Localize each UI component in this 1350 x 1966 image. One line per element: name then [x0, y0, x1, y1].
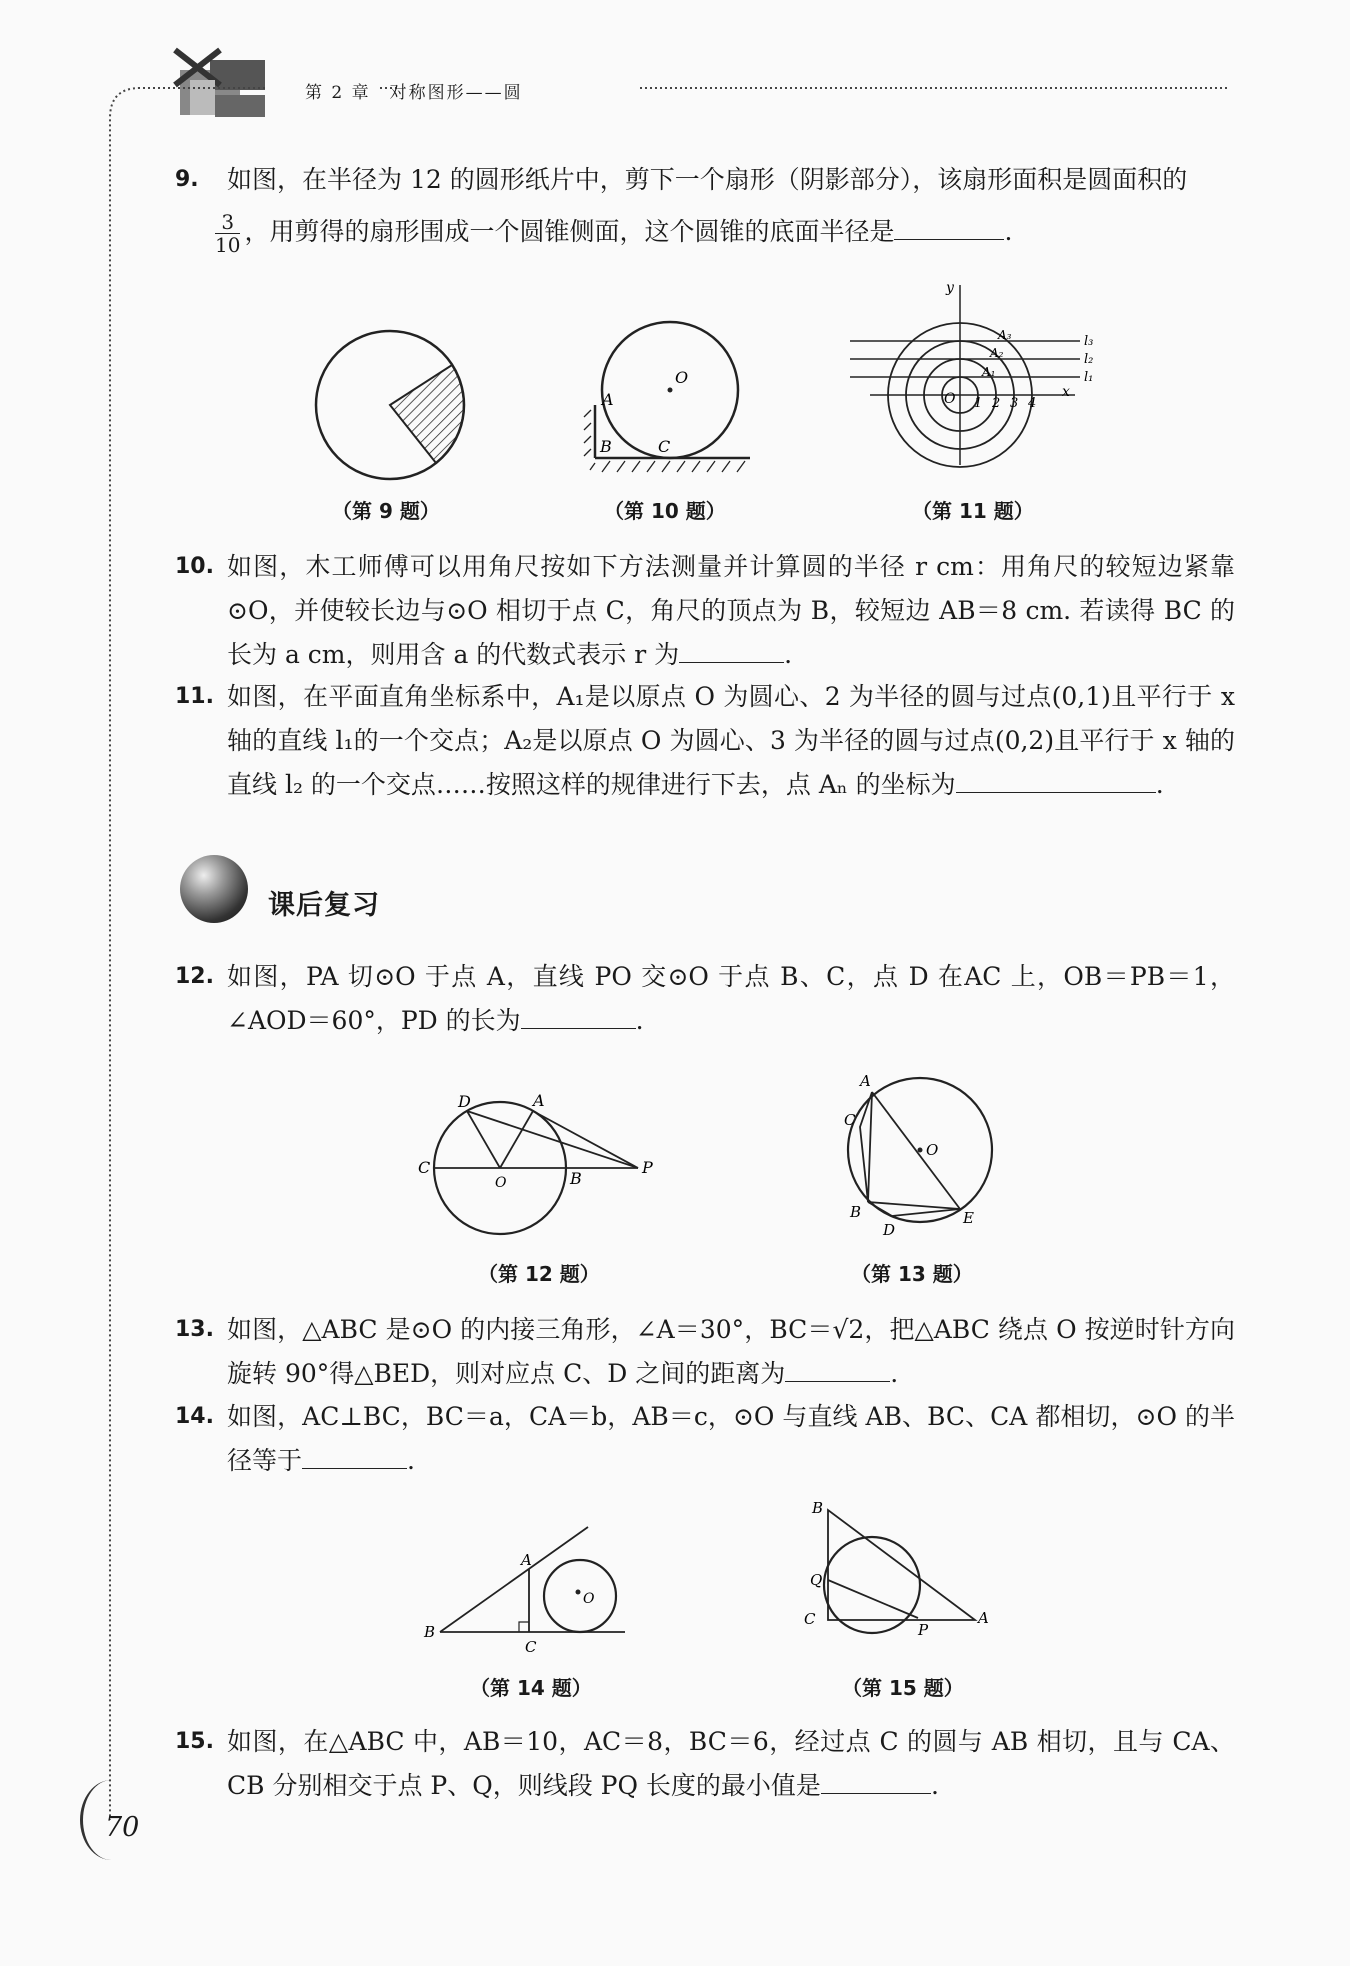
figure-12 — [410, 1080, 660, 1240]
question-10: 10. 如图，木工师傅可以用角尺按如下方法测量并计算圆的半径 r cm：用角尺的较短边紧靠⊙O，并使较长边与⊙O 相切于点 C，角尺的顶点为 B，较短边 AB＝8 cm. 若读得 BC 的长为 a cm，则用含 a 的代数式表示 r 为 . — [175, 552, 1235, 669]
answer-blank[interactable] — [956, 764, 1156, 793]
svg-text:3: 3 — [1010, 396, 1019, 411]
caption-14: （第 14 题） — [470, 1676, 592, 1700]
figure-15 — [800, 1495, 1000, 1655]
svg-text:A₁: A₁ — [982, 365, 996, 379]
svg-text:D: D — [458, 1092, 471, 1111]
svg-text:C: C — [525, 1638, 537, 1656]
question-15: 15. 如图，在△ABC 中，AB＝10，AC＝8，BC＝6，经过点 C 的圆与 AB 相切，且与 CA、CB 分别相交于点 P、Q，则线段 PQ 长度的最小值是 . — [175, 1727, 1235, 1800]
svg-text:B: B — [812, 1499, 824, 1517]
svg-text:O: O — [583, 1591, 595, 1607]
svg-text:O: O — [495, 1175, 507, 1191]
svg-text:C: C — [658, 437, 671, 456]
svg-text:B: B — [850, 1203, 862, 1221]
answer-blank[interactable] — [894, 211, 1004, 240]
figure-9 — [310, 325, 470, 485]
page-number: 70 — [105, 1812, 140, 1843]
svg-text:A: A — [521, 1551, 532, 1569]
svg-text:O: O — [926, 1141, 939, 1159]
svg-text:l₁: l₁ — [1084, 370, 1094, 385]
svg-text:A: A — [978, 1609, 989, 1627]
answer-blank[interactable] — [521, 1000, 636, 1029]
svg-text:B: B — [424, 1623, 436, 1641]
svg-text:y: y — [946, 280, 954, 296]
svg-text:P: P — [642, 1158, 653, 1177]
svg-text:P: P — [918, 1621, 929, 1639]
caption-10: （第 10 题） — [604, 499, 726, 523]
answer-blank[interactable] — [821, 1765, 931, 1794]
svg-text:B: B — [570, 1169, 582, 1188]
question-14: 14. 如图，AC⊥BC，BC＝a，CA＝b，AB＝c，⊙O 与直线 AB、BC、CA 都相切，⊙O 的半径等于 . — [175, 1402, 1235, 1475]
svg-text:Q: Q — [810, 1571, 823, 1589]
svg-text:O: O — [675, 368, 689, 387]
svg-text:O: O — [944, 391, 956, 407]
svg-text:A: A — [860, 1072, 871, 1090]
fraction: $\frac{3}{10}$ — [215, 210, 241, 257]
figure-11 — [840, 280, 1100, 470]
section-ball-icon — [180, 855, 248, 923]
chapter-header: 第 2 章 对称图形——圆 — [305, 83, 523, 103]
question-13: 13. 如图，△ABC 是⊙O 的内接三角形，∠A＝30°，BC＝√2，把△ABC 绕点 O 按逆时针方向旋转 90°得△BED，则对应点 C、D 之间的距离为 . — [175, 1315, 1235, 1388]
svg-text:C: C — [418, 1158, 431, 1177]
question-9: 9. 如图，在半径为 12 的圆形纸片中，剪下一个扇形（阴影部分），该扇形面积是圆面积的 $\frac{3}{10}$ ，用剪得的扇形围成一个圆锥侧面，这个圆锥的底面半径是 . — [175, 165, 1188, 257]
caption-15: （第 15 题） — [842, 1676, 964, 1700]
svg-text:A₃: A₃ — [998, 328, 1012, 342]
svg-text:E: E — [963, 1209, 974, 1227]
svg-text:A: A — [533, 1091, 545, 1110]
svg-text:4: 4 — [1028, 396, 1037, 411]
question-11: 11. 如图，在平面直角坐标系中，A₁是以原点 O 为圆心、2 为半径的圆与过点(0,1)且平行于 x 轴的直线 l₁的一个交点；A₂是以原点 O 为圆心、3 为半径的圆与过点(0,2)且平行于 x 轴的直线 l₂ 的一个交点……按照这样的规律进行下去，点 Aₙ 的坐标为 . — [175, 682, 1235, 799]
answer-blank[interactable] — [785, 1353, 890, 1382]
svg-text:A: A — [602, 390, 614, 409]
svg-text:A₂: A₂ — [990, 346, 1004, 360]
caption-12: （第 12 题） — [478, 1262, 600, 1286]
answer-blank[interactable] — [679, 634, 784, 663]
figure-10 — [580, 315, 760, 480]
svg-text:x: x — [1062, 384, 1070, 400]
caption-13: （第 13 题） — [851, 1262, 973, 1286]
svg-text:l₃: l₃ — [1084, 334, 1094, 349]
svg-text:2: 2 — [992, 396, 1001, 411]
svg-text:1: 1 — [974, 396, 983, 411]
question-12: 12. 如图，PA 切⊙O 于点 A，直线 PO 交⊙O 于点 B、C，点 D 在AC 上，OB＝PB＝1，∠AOD＝60°，PD 的长为 . — [175, 962, 1235, 1035]
figure-13 — [820, 1065, 1010, 1245]
caption-11: （第 11 题） — [912, 499, 1034, 523]
section-title: 课后复习 — [268, 890, 380, 921]
caption-9: （第 9 题） — [332, 499, 440, 523]
svg-text:B: B — [600, 437, 612, 456]
svg-text:l₂: l₂ — [1084, 352, 1094, 367]
svg-text:D: D — [883, 1221, 896, 1239]
svg-text:C: C — [804, 1610, 816, 1628]
svg-text:C: C — [844, 1111, 856, 1129]
answer-blank[interactable] — [302, 1440, 407, 1469]
figure-14 — [420, 1515, 640, 1660]
